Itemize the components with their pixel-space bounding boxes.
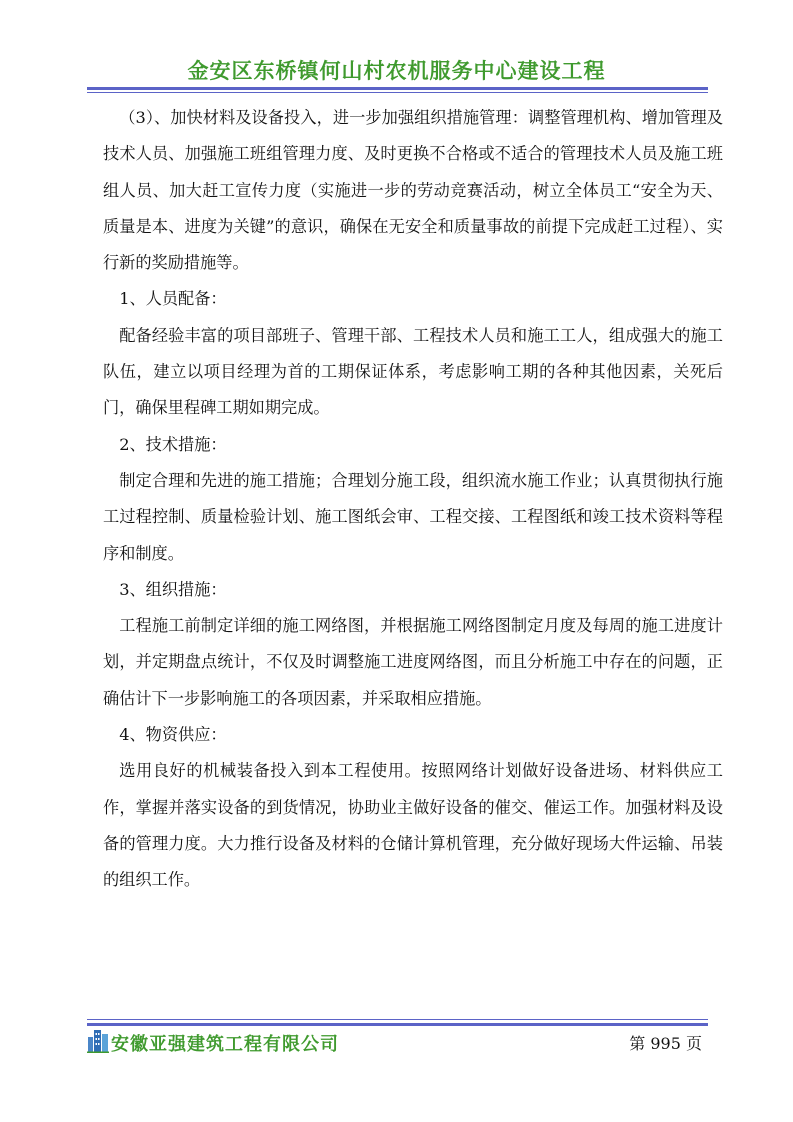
heading-technical-measures: 2、技术措施： [119,434,227,454]
page-number: 第 995 页 [629,1034,702,1053]
header-rule-thin [87,92,708,93]
footer-rule-thick [87,1023,708,1026]
building-logo-icon [87,1027,109,1053]
paragraph-material-supply: 选用良好的机械装备投入到本工程使用。按照网络计划做好设备进场、材料供应工作，掌握并落实设备的到货情况，协助业主做好设备的催交、催运工作。加强材料及设备的管理力度。大力推行设备及材料的仓储计算机管理，充分做好现场大件运输、吊装的组织工作。 [103,761,723,890]
heading-staffing: 1、人员配备： [119,289,227,309]
footer-rule-thin [87,1019,708,1020]
heading-material-supply: 4、物资供应： [119,725,227,745]
page-title: 金安区东桥镇何山村农机服务中心建设工程 [187,59,606,83]
paragraph-staffing: 配备经验丰富的项目部班子、管理干部、工程技术人员和施工工人，组成强大的施工队伍，建立以项目经理为首的工期保证体系，考虑影响工期的各种其他因素，关死后门，确保里程碑工期如期完成。 [103,325,723,418]
footer-company-name: 安徽亚强建筑工程有限公司 [111,1034,339,1055]
header-rule-thick [87,87,708,90]
paragraph-organizational-measures: 工程施工前制定详细的施工网络图，并根据施工网络图制定月度及每周的施工进度计划，并定期盘点统计，不仅及时调整施工进度网络图，而且分析施工中存在的问题，正确估计下一步影响施工的各项因素，并采取相应措施。 [103,616,723,708]
paragraph-speed-up-materials: （3）、加快材料及设备投入，进一步加强组织措施管理：调整管理机构、增加管理及技术人员、加强施工班组管理力度、及时更换不合格或不适合的管理技术人员及施工班组人员、加大赶工宣传力度（实施进一步的劳动竞赛活动，树立全体员工“安全为天、质量是本、进度为关键”的意识，确保在无安全和质量事故的前提下完成赶工过程）、实行新的奖励措施等。 [103,108,723,273]
heading-organizational-measures: 3、组织措施： [119,579,227,599]
paragraph-technical-measures: 制定合理和先进的施工措施；合理划分施工段，组织流水施工作业；认真贯彻执行施工过程控制、质量检验计划、施工图纸会审、工程交接、工程图纸和竣工技术资料等程序和制度。 [103,470,723,563]
document-body [103,100,723,899]
